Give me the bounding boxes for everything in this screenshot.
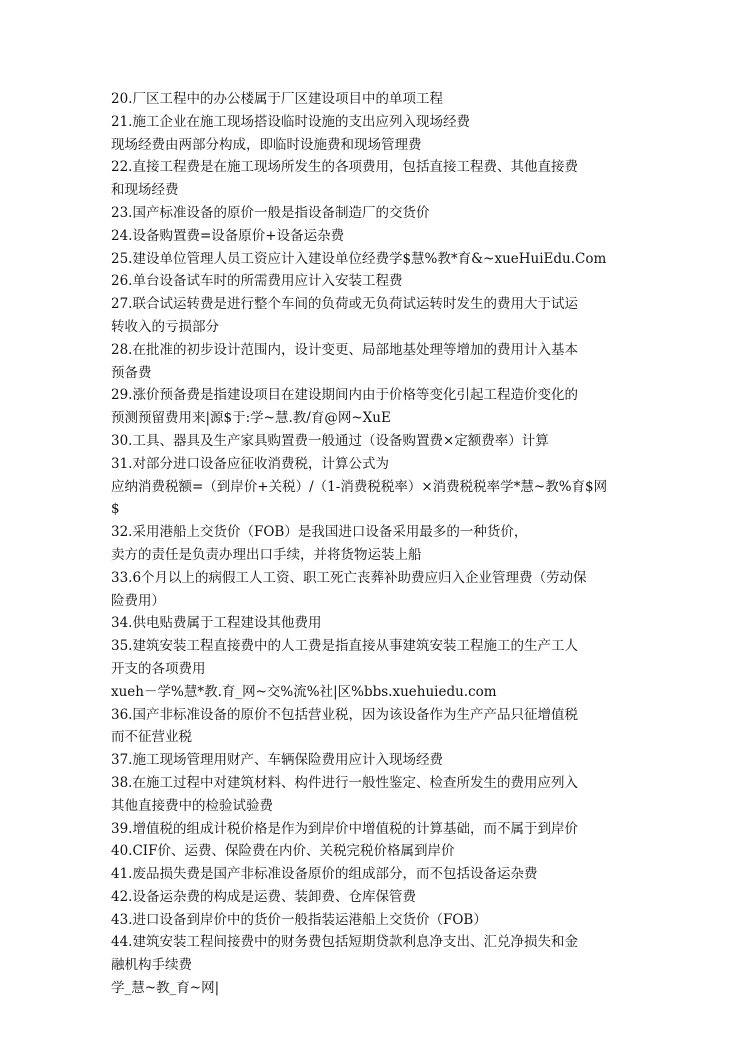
text-line: 22.直接工程费是在施工现场所发生的各项费用，包括直接工程费、其他直接费 [111, 159, 578, 176]
text-line: 39.增值税的组成计税价格是作为到岸价中增值税的计算基础，而不属于到岸价 [111, 820, 578, 837]
text-line: 28.在批准的初步设计范围内，设计变更、局部地基处理等增加的费用计入基本 [111, 341, 578, 358]
text-line: 和现场经费 [111, 182, 179, 199]
text-line: 预测预留费用来|源$于:学~慧.教/育@网~XuE [111, 410, 391, 427]
text-line: 25.建设单位管理人员工资应计入建设单位经费学$慧%教*育&~xueHuiEdu.Com [111, 250, 607, 267]
text-line: 34.供电贴费属于工程建设其他费用 [111, 615, 322, 632]
text-line: 41.废品损失费是国产非标准设备原价的组成部分，而不包括设备运杂费 [111, 866, 538, 883]
text-line: 27.联合试运转费是进行整个车间的负荷或无负荷试运转时发生的费用大于试运 [111, 296, 578, 313]
text-line: 21.施工企业在施工现场搭设临时设施的支出应列入现场经费 [111, 113, 470, 130]
text-line: 险费用） [111, 592, 165, 609]
text-line: 26.单台设备试车时的所需费用应计入安装工程费 [111, 273, 403, 290]
text-line: 33.6个月以上的病假工人工资、职工死亡丧葬补助费应归入企业管理费（劳动保 [111, 569, 587, 586]
text-line: 而不征营业税 [111, 729, 192, 746]
text-line: 31.对部分进口设备应征收消费税，计算公式为 [111, 455, 389, 472]
text-line: 转收入的亏损部分 [111, 318, 219, 335]
text-line: 20.厂区工程中的办公楼属于厂区建设项目中的单项工程 [111, 91, 443, 107]
text-line: 36.国产非标准设备的原价不包括营业税，因为该设备作为生产产品只征增值税 [111, 706, 578, 723]
text-line: 卖方的责任是负责办理出口手续，并将货物运装上船 [111, 546, 422, 563]
text-line: xueh－学%慧*教.育_网~交%流%社|区%bbs.xuehuiedu.com [111, 683, 497, 700]
text-line: 35.建筑安装工程直接费中的人工费是指直接从事建筑安装工程施工的生产工人 [111, 638, 578, 655]
text-line: 38.在施工过程中对建筑材料、构件进行一般性鉴定、检查所发生的费用应列入 [111, 774, 578, 791]
text-line: 37.施工现场管理用财产、车辆保险费用应计入现场经费 [111, 752, 443, 769]
text-line: 40.CIF价、运费、保险费在内价、关税完税价格属到岸价 [111, 843, 455, 860]
text-line: 应纳消费税额=（到岸价+关税）/（1-消费税税率）×消费税税率学*慧~教%育$网 [111, 478, 608, 495]
text-line: 融机构手续费 [111, 957, 192, 974]
text-line: 44.建筑安装工程间接费中的财务费包括短期贷款利息净支出、汇兑净损失和金 [111, 934, 578, 951]
text-line: 29.涨价预备费是指建设项目在建设期间内由于价格等变化引起工程造价变化的 [111, 387, 578, 404]
text-line: 23.国产标准设备的原价一般是指设备制造厂的交货价 [111, 204, 430, 221]
text-line: 开支的各项费用 [111, 660, 206, 677]
text-line: 其他直接费中的检验试验费 [111, 797, 273, 814]
text-line: $ [111, 501, 120, 518]
document-body [111, 88, 637, 1000]
text-line: 43.进口设备到岸价中的货价一般指装运港船上交货价（FOB） [111, 911, 487, 928]
text-line: 现场经费由两部分构成，即临时设施费和现场管理费 [111, 136, 422, 153]
text-line: 学_慧~教_育~网| [111, 980, 220, 997]
text-line: 24.设备购置费=设备原价+设备运杂费 [111, 227, 345, 244]
text-line: 32.采用港船上交货价（FOB）是我国进口设备采用最多的一种货价， [111, 524, 528, 541]
text-line: 预备费 [111, 364, 152, 381]
text-line: 42.设备运杂费的构成是运费、装卸费、仓库保管费 [111, 888, 416, 905]
text-line: 30.工具、器具及生产家具购置费一般通过（设备购置费×定额费率）计算 [111, 432, 549, 449]
